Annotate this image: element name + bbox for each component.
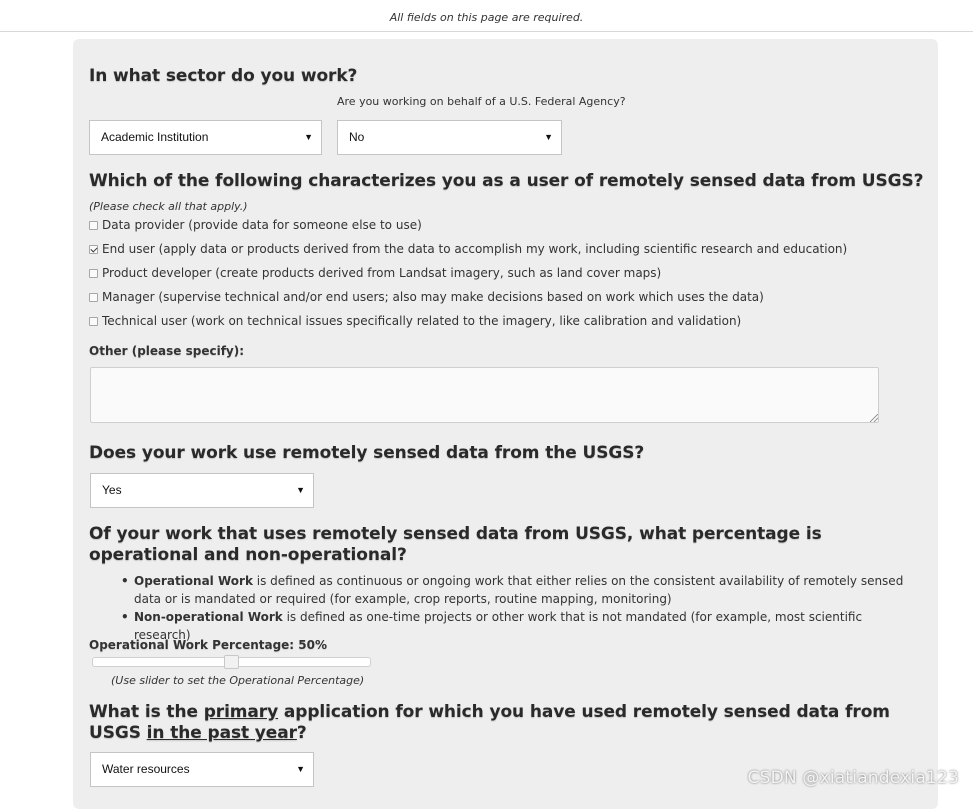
chevron-down-icon: ▼ <box>304 132 313 142</box>
option-end-user[interactable] <box>89 241 847 257</box>
question-text: ? <box>296 723 307 743</box>
operational-definition <box>118 572 918 608</box>
survey-panel <box>73 39 938 809</box>
option-product-developer[interactable] <box>89 265 661 281</box>
chevron-down-icon: ▼ <box>296 764 305 774</box>
watermark: CSDN @xiatiandexia123 <box>747 768 959 788</box>
resize-grip-icon[interactable] <box>870 414 878 422</box>
uses-data-select-value: Yes <box>102 483 122 497</box>
definition-text: is defined as continuous or ongoing work that either relies on the consistent availability of remotely sensed data or is mandated or required (for example, crop reports, routine mapping, monitoring) <box>134 574 904 606</box>
sector-select[interactable] <box>89 120 322 155</box>
primary-application-select[interactable] <box>90 752 314 787</box>
other-label: Other (please specify): <box>89 344 245 358</box>
checkbox[interactable] <box>89 293 98 302</box>
emphasis-past-year: in the past year <box>146 723 297 743</box>
user-type-question: Which of the following characterizes you as a user of remotely sensed data from USGS? <box>89 171 924 191</box>
chevron-down-icon: ▼ <box>296 485 305 495</box>
checkbox[interactable] <box>89 269 98 278</box>
chevron-down-icon: ▼ <box>544 132 553 142</box>
federal-agency-question: Are you working on behalf of a U.S. Federal Agency? <box>337 95 626 108</box>
sector-question: In what sector do you work? <box>89 66 358 86</box>
definition-text: is defined as one-time projects or other work that is not mandated (for example, most scientific research) <box>134 610 863 642</box>
option-label: Product developer (create products derived from Landsat imagery, such as land cover maps) <box>102 266 662 280</box>
option-manager[interactable] <box>89 289 764 305</box>
definition-term: Operational Work <box>134 574 253 588</box>
option-technical-user[interactable] <box>89 313 741 329</box>
question-text: What is the <box>89 702 204 722</box>
checkbox[interactable] <box>89 317 98 326</box>
uses-data-select[interactable] <box>90 473 314 508</box>
federal-agency-select[interactable] <box>337 120 562 155</box>
option-data-provider[interactable] <box>89 217 422 233</box>
uses-data-question: Does your work use remotely sensed data from the USGS? <box>89 443 645 463</box>
definition-term: Non-operational Work <box>134 610 283 624</box>
operational-slider-handle[interactable] <box>224 655 239 669</box>
option-label: Data provider (provide data for someone else to use) <box>102 218 422 232</box>
question-text: application for which you have used remotely sensed data from USGS <box>89 702 890 743</box>
sector-select-value: Academic Institution <box>101 130 209 144</box>
check-all-hint: (Please check all that apply.) <box>89 200 248 213</box>
option-label: End user (apply data or products derived from the data to accomplish my work, including scientific research and education) <box>102 242 848 256</box>
operational-question: Of your work that uses remotely sensed data from USGS, what percentage is operational and non-operational? <box>89 524 822 565</box>
required-fields-note: All fields on this page are required. <box>0 0 973 32</box>
primary-application-question <box>89 702 919 744</box>
slider-hint: (Use slider to set the Operational Percentage) <box>111 674 365 687</box>
primary-application-select-value: Water resources <box>102 762 190 776</box>
checkbox[interactable] <box>89 245 98 254</box>
checkbox[interactable] <box>89 221 98 230</box>
federal-agency-select-value: No <box>349 130 365 144</box>
emphasis-primary: primary <box>203 702 279 722</box>
option-label: Technical user (work on technical issues specifically related to the imagery, like calibration and validation) <box>102 314 742 328</box>
work-definitions <box>118 572 918 644</box>
other-textarea[interactable] <box>90 367 879 423</box>
option-label: Manager (supervise technical and/or end users; also may make decisions based on work which uses the data) <box>102 290 764 304</box>
slider-label: Operational Work Percentage: 50% <box>89 638 328 652</box>
